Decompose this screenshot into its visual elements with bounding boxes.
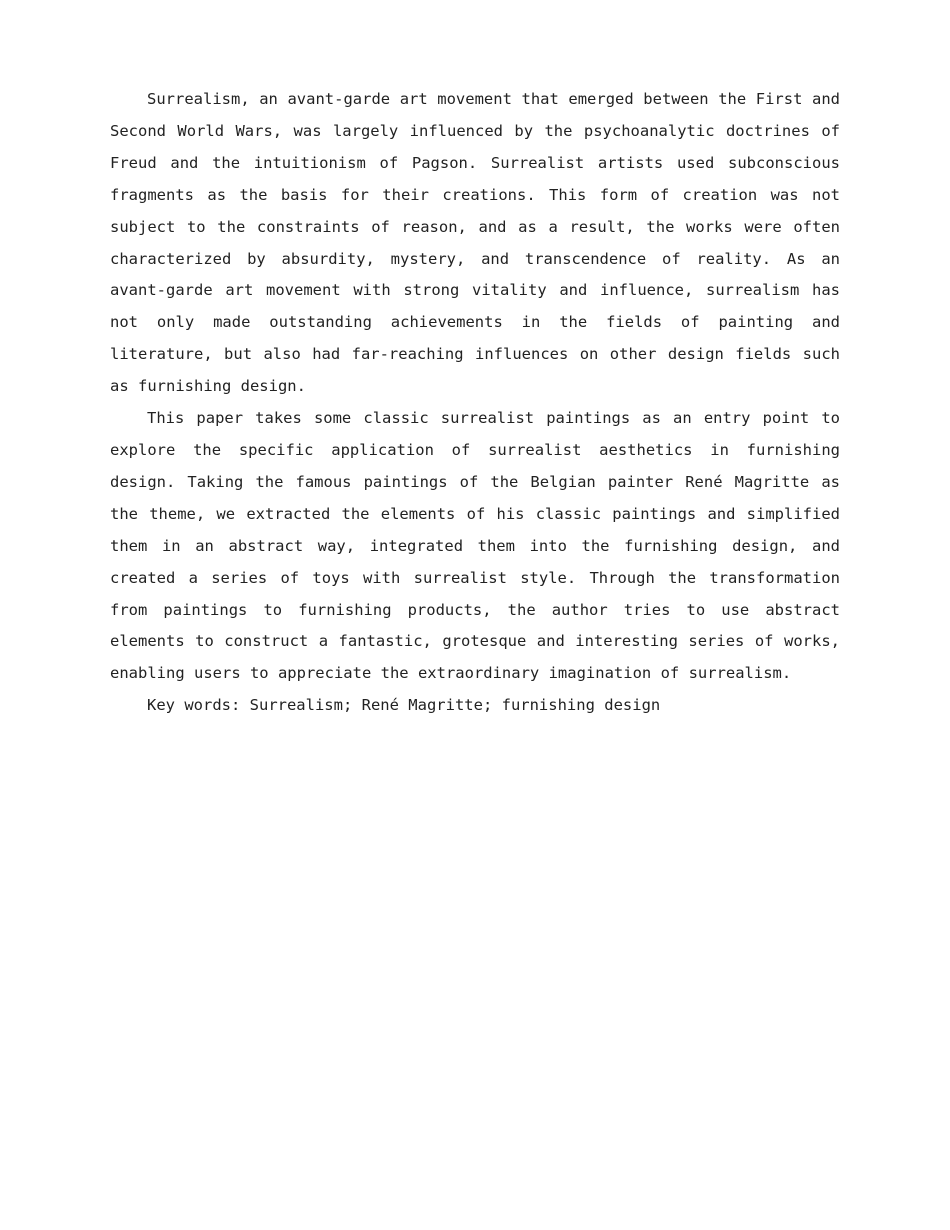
abstract-paragraph-1: Surrealism, an avant-garde art movement that emerged between the First and Second World Wars, was largely influenced by the psychoanalytic doctrines of Freud and the intuitionism of Pagson. Surrealist artists used subconscious fragments as the basis for their creations. This form of creation was not subject to the constraints of reason, and as a result, the works were often characterized by absurdity, mystery, and transcendence of reality. As an avant-garde art movement with strong vitality and influence, surrealism has not only made outstanding achievements in the fields of painting and literature, but also had far-reaching influences on other design fields such as furnishing design.: [110, 90, 840, 396]
keywords-line: Key words: Surrealism; René Magritte; furnishing design: [147, 696, 661, 715]
abstract-paragraph-2: This paper takes some classic surrealist paintings as an entry point to explore the specific application of surrealist aesthetics in furnishing design. Taking the famous paintings of the Belgian painter René Magritte as the theme, we extracted the elements of his classic paintings and simplified them in an abstract way, integrated them into the furnishing design, and created a series of toys with surrealist style. Through the transformation from paintings to furnishing products, the author tries to use abstract elements to construct a fantastic, grotesque and interesting series of works, enabling users to appreciate the extraordinary imagination of surrealism.: [110, 409, 840, 683]
abstract-section: [110, 84, 840, 722]
